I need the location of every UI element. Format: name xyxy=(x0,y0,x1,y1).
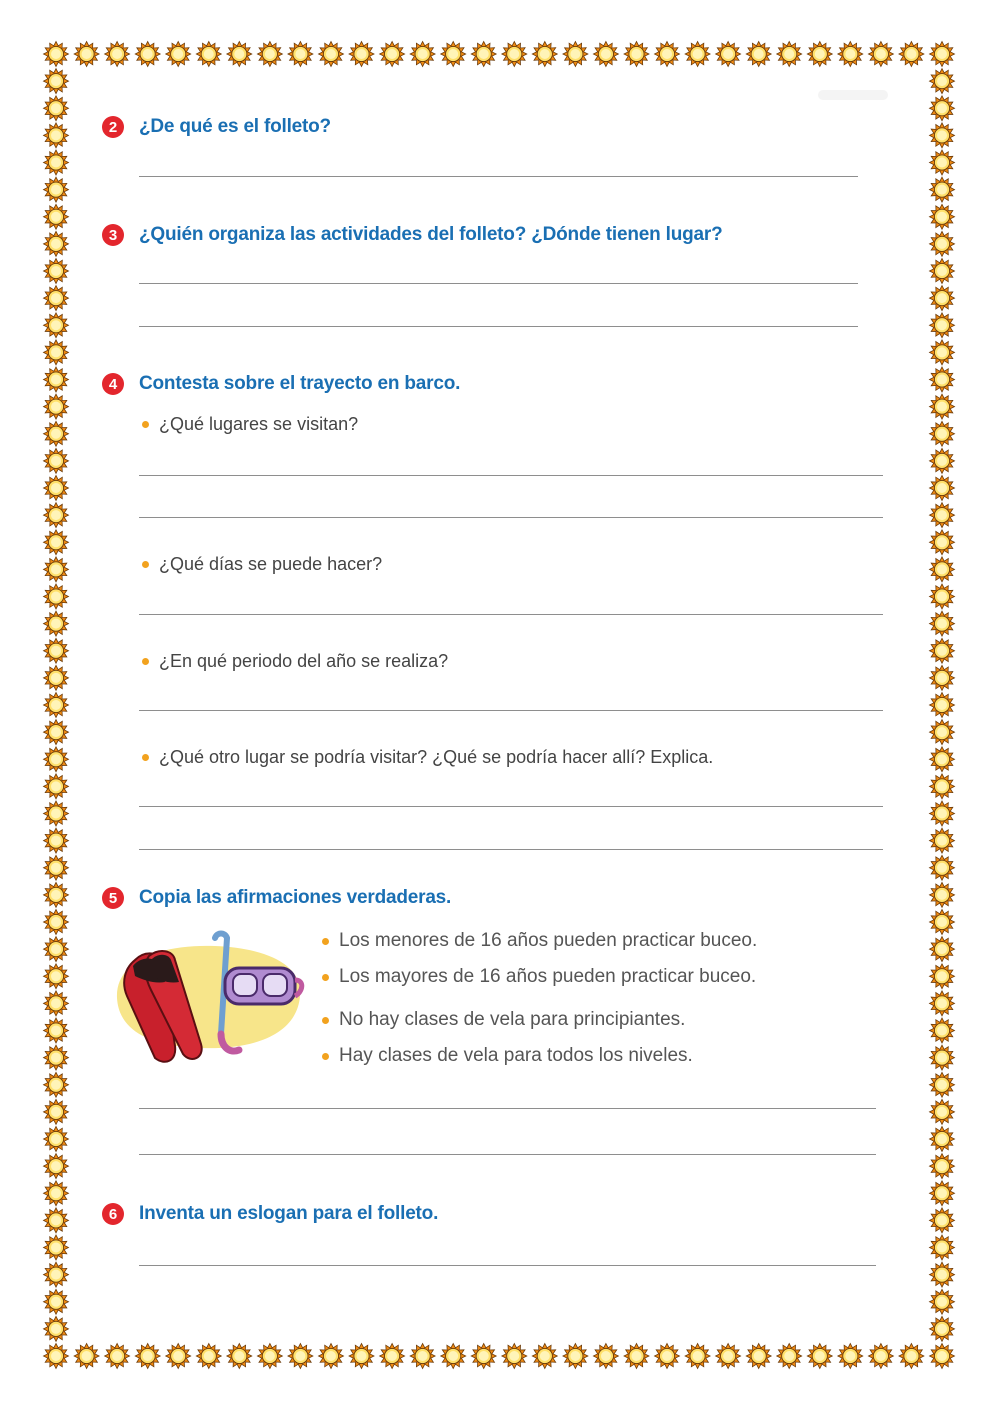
sun-icon xyxy=(44,96,69,121)
sun-icon xyxy=(257,42,282,67)
sun-icon xyxy=(44,774,69,799)
sun-icon xyxy=(196,42,221,67)
statement xyxy=(322,1009,685,1031)
statement xyxy=(322,966,756,988)
sun-icon xyxy=(44,394,69,419)
sun-icon xyxy=(930,964,955,989)
sun-icon xyxy=(44,801,69,826)
sun-icon xyxy=(930,123,955,148)
sun-icon xyxy=(135,42,160,67)
sun-icon xyxy=(746,1344,771,1369)
answer-line[interactable] xyxy=(139,326,858,327)
question-number-badge: 6 xyxy=(102,1203,124,1225)
sun-icon xyxy=(930,394,955,419)
sun-icon xyxy=(930,231,955,256)
sun-icon xyxy=(471,1344,496,1369)
sun-icon xyxy=(868,1344,893,1369)
sun-icon xyxy=(930,1045,955,1070)
sun-icon xyxy=(74,1344,99,1369)
sun-icon xyxy=(746,42,771,67)
question-number-badge: 3 xyxy=(102,224,124,246)
sun-icon xyxy=(930,855,955,880)
bullet-dot xyxy=(142,561,149,568)
question-5 xyxy=(102,887,451,909)
sun-icon xyxy=(44,1316,69,1341)
sun-icon xyxy=(655,42,680,67)
answer-line[interactable] xyxy=(139,1108,876,1109)
sun-icon xyxy=(349,42,374,67)
sun-icon xyxy=(930,638,955,663)
question-number-badge: 4 xyxy=(102,373,124,395)
sun-icon xyxy=(44,1208,69,1233)
sun-icon xyxy=(44,1127,69,1152)
sun-icon xyxy=(319,42,344,67)
sun-icon xyxy=(44,1072,69,1097)
answer-line[interactable] xyxy=(139,710,883,711)
sun-icon xyxy=(930,204,955,229)
question-3 xyxy=(102,224,722,246)
sun-icon xyxy=(410,1344,435,1369)
sun-icon xyxy=(624,42,649,67)
sun-icon xyxy=(44,150,69,175)
sun-icon xyxy=(930,1018,955,1043)
sun-icon xyxy=(930,286,955,311)
statement xyxy=(322,1045,693,1067)
sun-icon xyxy=(930,801,955,826)
sun-icon xyxy=(44,286,69,311)
bullet-dot xyxy=(322,1053,329,1060)
sun-icon xyxy=(44,448,69,473)
sun-icon xyxy=(257,1344,282,1369)
sun-icon xyxy=(349,1344,374,1369)
sun-icon xyxy=(44,177,69,202)
sun-icon xyxy=(930,1208,955,1233)
sun-icon xyxy=(930,910,955,935)
sun-icon xyxy=(166,1344,191,1369)
bullet-dot xyxy=(322,1017,329,1024)
sun-icon xyxy=(930,1127,955,1152)
statement-text: Hay clases de vela para todos los niveles. xyxy=(339,1045,693,1066)
sun-icon xyxy=(196,1344,221,1369)
bullet-dot xyxy=(142,754,149,761)
sub-question-text: ¿Qué días se puede hacer? xyxy=(159,554,383,574)
answer-line[interactable] xyxy=(139,283,858,284)
sun-icon xyxy=(930,882,955,907)
sun-icon xyxy=(930,1154,955,1179)
sun-icon xyxy=(930,367,955,392)
sun-icon xyxy=(930,1235,955,1260)
question-number-badge: 2 xyxy=(102,116,124,138)
sun-icon xyxy=(930,828,955,853)
sub-question xyxy=(142,414,358,435)
sun-icon xyxy=(44,340,69,365)
sun-icon xyxy=(44,69,69,94)
sun-icon xyxy=(563,1344,588,1369)
sub-question-text: ¿En qué periodo del año se realiza? xyxy=(159,651,449,671)
sun-icon xyxy=(838,42,863,67)
sun-icon xyxy=(227,42,252,67)
sun-icon xyxy=(44,910,69,935)
sun-icon xyxy=(441,1344,466,1369)
sub-question xyxy=(142,747,713,768)
sun-icon xyxy=(930,693,955,718)
sun-icon xyxy=(930,1316,955,1341)
question-text: ¿De qué es el folleto? xyxy=(139,116,331,137)
sun-icon xyxy=(44,1045,69,1070)
sun-icon xyxy=(44,991,69,1016)
sun-icon xyxy=(593,42,618,67)
sun-icon xyxy=(44,204,69,229)
statement xyxy=(322,930,757,952)
answer-line[interactable] xyxy=(139,1154,876,1155)
sun-icon xyxy=(44,638,69,663)
sun-icon xyxy=(44,231,69,256)
sun-icon xyxy=(899,1344,924,1369)
sun-icon xyxy=(44,530,69,555)
sun-icon xyxy=(838,1344,863,1369)
sun-icon xyxy=(777,1344,802,1369)
sun-icon xyxy=(44,1181,69,1206)
sun-icon xyxy=(166,42,191,67)
sun-icon xyxy=(227,1344,252,1369)
sun-icon xyxy=(105,42,130,67)
sun-icon xyxy=(502,42,527,67)
sun-icon xyxy=(685,1344,710,1369)
sun-icon xyxy=(930,1181,955,1206)
sun-icon xyxy=(44,665,69,690)
sun-icon xyxy=(44,964,69,989)
answer-line[interactable] xyxy=(139,806,883,807)
sun-icon xyxy=(930,557,955,582)
sun-icon xyxy=(930,421,955,446)
sun-icon xyxy=(930,340,955,365)
sun-icon xyxy=(930,720,955,745)
sun-icon xyxy=(44,1099,69,1124)
question-2 xyxy=(102,116,331,138)
question-text: Contesta sobre el trayecto en barco. xyxy=(139,373,461,394)
sun-icon xyxy=(563,42,588,67)
sun-icon xyxy=(532,1344,557,1369)
sun-icon xyxy=(807,1344,832,1369)
sun-icon xyxy=(288,1344,313,1369)
sun-icon xyxy=(44,42,69,67)
sun-icon xyxy=(930,69,955,94)
sun-icon xyxy=(930,1344,955,1369)
sun-icon xyxy=(930,259,955,284)
sun-icon xyxy=(380,1344,405,1369)
sun-icon xyxy=(868,42,893,67)
sun-icon xyxy=(380,42,405,67)
sun-icon xyxy=(44,421,69,446)
sun-icon xyxy=(930,1262,955,1287)
sun-icon xyxy=(930,476,955,501)
page-tab-mark xyxy=(818,90,888,100)
sun-icon xyxy=(44,1018,69,1043)
sun-icon xyxy=(930,747,955,772)
question-4 xyxy=(102,373,460,395)
sun-icon xyxy=(502,1344,527,1369)
sun-icon xyxy=(807,42,832,67)
sun-icon xyxy=(624,1344,649,1369)
bullet-dot xyxy=(142,421,149,428)
question-text: ¿Quién organiza las actividades del folleto? ¿Dónde tienen lugar? xyxy=(139,224,723,245)
sun-icon xyxy=(930,1289,955,1314)
sun-icon xyxy=(44,1344,69,1369)
sun-icon xyxy=(135,1344,160,1369)
sun-icon xyxy=(44,828,69,853)
statement-text: No hay clases de vela para principiantes. xyxy=(339,1009,686,1030)
sun-icon xyxy=(930,611,955,636)
sun-icon xyxy=(44,1262,69,1287)
sun-icon xyxy=(930,584,955,609)
sun-icon xyxy=(716,1344,741,1369)
sun-icon xyxy=(44,882,69,907)
sun-icon xyxy=(930,150,955,175)
sun-icon xyxy=(930,530,955,555)
sun-icon xyxy=(44,259,69,284)
sun-icon xyxy=(532,42,557,67)
sun-icon xyxy=(44,1154,69,1179)
statement-text: Los menores de 16 años pueden practicar buceo. xyxy=(339,930,758,951)
sun-icon xyxy=(44,747,69,772)
sun-icon xyxy=(44,557,69,582)
sun-icon xyxy=(44,611,69,636)
answer-line[interactable] xyxy=(139,1265,876,1266)
sun-icon xyxy=(930,665,955,690)
sun-icon xyxy=(716,42,741,67)
sun-icon xyxy=(44,937,69,962)
sun-icon xyxy=(44,476,69,501)
sun-icon xyxy=(930,96,955,121)
sun-icon xyxy=(930,937,955,962)
sun-icon xyxy=(44,584,69,609)
sub-question-text: ¿Qué lugares se visitan? xyxy=(159,414,359,434)
sun-icon xyxy=(441,42,466,67)
statement-text: Los mayores de 16 años pueden practicar buceo. xyxy=(339,966,757,987)
sun-icon xyxy=(899,42,924,67)
bullet-dot xyxy=(322,974,329,981)
question-text: Inventa un eslogan para el folleto. xyxy=(139,1203,439,1224)
sun-icon xyxy=(655,1344,680,1369)
sun-icon xyxy=(44,123,69,148)
bullet-dot xyxy=(322,938,329,945)
question-6 xyxy=(102,1203,438,1225)
sun-icon xyxy=(44,693,69,718)
sun-icon xyxy=(930,503,955,528)
sun-icon xyxy=(44,1289,69,1314)
sun-icon xyxy=(930,991,955,1016)
sun-icon xyxy=(105,1344,130,1369)
sub-question xyxy=(142,651,448,672)
sun-icon xyxy=(471,42,496,67)
question-text: Copia las afirmaciones verdaderas. xyxy=(139,887,452,908)
sun-icon xyxy=(930,774,955,799)
answer-line[interactable] xyxy=(139,517,883,518)
sun-icon xyxy=(288,42,313,67)
sun-icon xyxy=(410,42,435,67)
sun-icon xyxy=(44,855,69,880)
sun-icon xyxy=(777,42,802,67)
sun-icon xyxy=(930,1072,955,1097)
answer-line[interactable] xyxy=(139,849,883,850)
bullet-dot xyxy=(142,658,149,665)
sun-icon xyxy=(930,42,955,67)
sun-icon xyxy=(44,503,69,528)
question-number-badge: 5 xyxy=(102,887,124,909)
sun-icon xyxy=(44,313,69,338)
diving-gear-illustration xyxy=(105,926,305,1072)
sun-icon xyxy=(930,448,955,473)
sun-icon xyxy=(593,1344,618,1369)
sun-icon xyxy=(44,367,69,392)
sub-question-text: ¿Qué otro lugar se podría visitar? ¿Qué se podría hacer allí? Explica. xyxy=(159,747,714,767)
answer-line[interactable] xyxy=(139,176,858,177)
sub-question xyxy=(142,554,382,575)
sun-icon xyxy=(44,720,69,745)
sun-icon xyxy=(930,313,955,338)
answer-line[interactable] xyxy=(139,614,883,615)
answer-line[interactable] xyxy=(139,475,883,476)
sun-icon xyxy=(685,42,710,67)
sun-icon xyxy=(930,1099,955,1124)
sun-icon xyxy=(44,1235,69,1260)
sun-icon xyxy=(319,1344,344,1369)
sun-icon xyxy=(74,42,99,67)
sun-icon xyxy=(930,177,955,202)
